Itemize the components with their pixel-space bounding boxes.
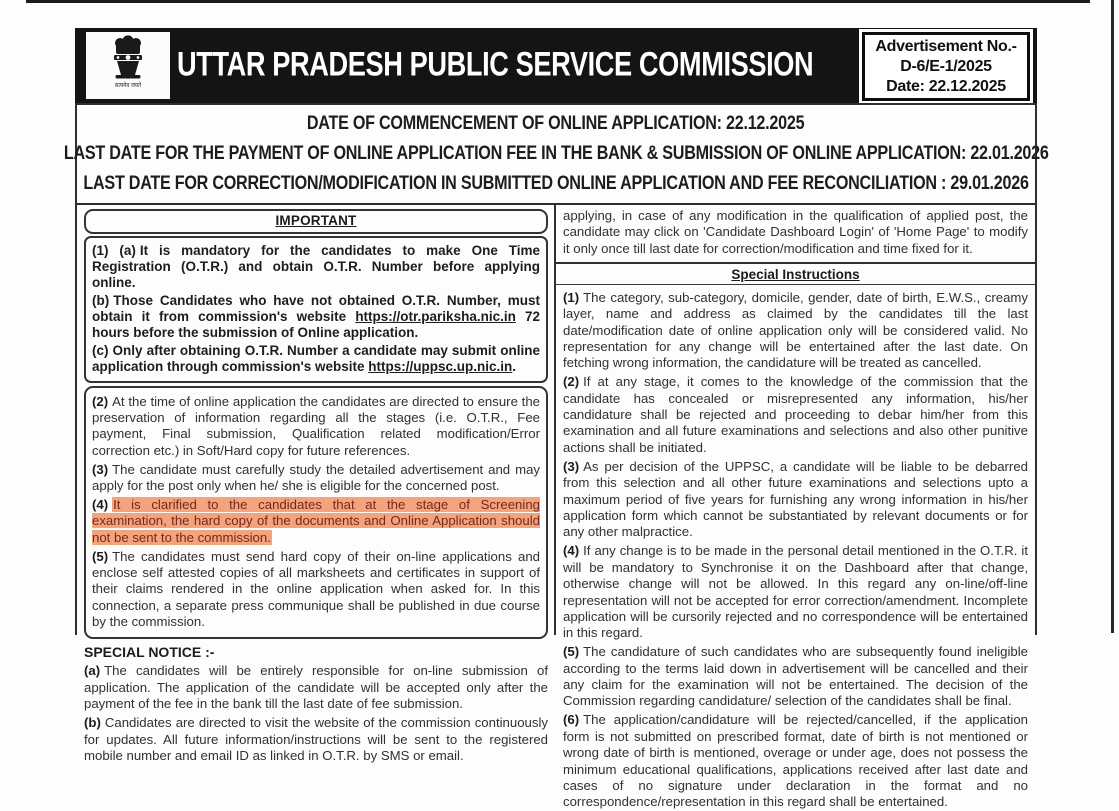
instructions-column — [556, 205, 1035, 810]
special-notice-item-b: (b) Candidates are directed to visit the website of the commission continuously for updates. All future information/instructions will be sent to the registered mobile number and email ID as linked in O.T.R. by SMS or email. — [84, 715, 548, 764]
advertisement-no-value: D-6/E-1/2025 — [900, 57, 992, 75]
special-notice-heading: SPECIAL NOTICE :- — [84, 644, 215, 661]
important-item-3: (3) The candidate must carefully study the detailed advertisement and may apply for the post only when he/ she is eligible for the concerned post. — [92, 461, 540, 494]
key-dates-section — [63, 103, 1049, 205]
special-instruction-1: (1) The category, sub-category, domicile, gender, date of birth, E.W.S., creamy layer, name and address as claimed by the candidates till the last date/modification date of online application only will be considered valid. No representation for any change will be entertained after the last date. On fetching wrong information, the candidature will be treated as cancelled. — [563, 289, 1028, 371]
document-body — [75, 203, 1037, 810]
advertisement-date: Date: 22.12.2025 — [886, 77, 1006, 95]
last-date-fee-line: LAST DATE FOR THE PAYMENT OF ONLINE APPLICATION FEE IN THE BANK & SUBMISSION OF ONLINE APPLICATION: 22.01.2026 — [63, 143, 1049, 164]
special-instructions-heading: Special Instructions — [731, 267, 860, 283]
important-item-5: (5) The candidates must send hard copy of their on-line applications and enclose self attested copies of all marksheets and certificates in support of their claims rendered in the online application when asked for. In this connection, a separate press communique shall be published in due course by the commission. — [92, 548, 540, 630]
scan-right-edge-line — [1111, 0, 1114, 633]
scan-top-edge-line — [26, 0, 1090, 3]
continued-paragraph: applying, in case of any modification in the qualification of applied post, the candidate may click on 'Candidate Dashboard Login' of 'Home Page' to modify it only once till last date for correction/modification and time fixed for it. — [563, 208, 1028, 256]
otr-instructions-box — [84, 236, 548, 383]
special-notice-section — [84, 644, 548, 764]
continued-paragraph-box — [556, 205, 1035, 264]
national-emblem-box — [86, 32, 170, 99]
otr-website-link: https://otr.pariksha.nic.in — [355, 309, 516, 324]
important-item-2: (2) At the time of online application the candidates are directed to ensure the preservation of information regarding all the stages (i.e. O.T.R., Fee payment, Final submission, Qualification related modification/Error correction etc.) in Soft/Hard copy for future references. — [92, 393, 540, 458]
special-instruction-4: (4) If any change is to be made in the personal detail mentioned in the O.T.R. it will be mandatory to Synchronise it on the Dashboard after that change, otherwise change will not be allowed. In this regard any on-line/off-line representation will not be accepted for error correction/amendment. Incomplete application will be cursorily rejected and no correspondence will be entertained in this regard. — [563, 543, 1028, 641]
advertisement-number-box — [862, 32, 1030, 101]
important-column — [77, 205, 556, 764]
advertisement-no-label: Advertisement No.- — [875, 37, 1017, 55]
highlighted-clarification-text: It is clarified to the candidates that at the stage of Screening examination, the hard copy of the documents and Online Application should not be sent to the commission. — [92, 496, 540, 545]
page-title: UTTAR PRADESH PUBLIC SERVICE COMMISSION — [177, 45, 814, 84]
important-item-1c: (c) Only after obtaining O.T.R. Number a candidate may submit online application through commission's website https://uppsc.up.nic.in. — [92, 343, 540, 374]
important-item-1a: (1) (a) It is mandatory for the candidates to make One Time Registration (O.T.R.) and obtain O.T.R. Number before applying online. — [92, 243, 540, 290]
special-instruction-5: (5) The candidature of such candidates who are subsequently found ineligible according to the terms laid down in advertisement will be cancelled and their any claim for the examination will not be entertained. The decision of the Commission regarding candidature/ selection of the candidates shall be final. — [563, 644, 1028, 709]
important-item-1b: (b) Those Candidates who have not obtained O.T.R. Number, must obtain it from commission's website https://otr.pariksha.nic.in 72 hours before the submission of Online application. — [92, 293, 540, 340]
special-instructions-list — [556, 284, 1035, 811]
last-date-correction-line: LAST DATE FOR CORRECTION/MODIFICATION IN SUBMITTED ONLINE APPLICATION AND FEE RECONCILIATION : 29.01.2026 — [83, 173, 1029, 194]
header-bar — [75, 28, 1037, 103]
important-item-4-highlighted: (4) It is clarified to the candidates that at the stage of Screening examination, the hard copy of the documents and Online Application should not be sent to the commission. — [92, 496, 540, 545]
uppsc-website-link: https://uppsc.up.nic.in — [368, 359, 513, 374]
ashoka-emblem-icon — [107, 35, 149, 83]
special-notice-item-a: (a) The candidates will be entirely responsible for on-line submission of application. The application of the candidate will be accepted only after the payment of the fee in the bank till the last date of fee submission. — [84, 663, 548, 711]
special-instruction-6: (6) The application/candidature will be rejected/cancelled, if the application form is not submitted on prescribed format, date of birth is not mentioned or wrong date of birth is mentioned, overage or under age, does not possess the minimum educational qualifications, applications received after last date and cases of no signature under declaration in the format and no correspondence/representation in this regard shall be entertained. — [563, 712, 1028, 810]
important-heading: IMPORTANT — [275, 213, 357, 228]
important-heading-box — [84, 209, 548, 234]
general-instructions-box — [84, 386, 548, 639]
emblem-motto-text: सत्यमेव जयते — [114, 83, 142, 89]
commencement-date-line: DATE OF COMMENCEMENT OF ONLINE APPLICATION: 22.12.2025 — [307, 113, 805, 134]
special-instruction-3: (3) As per decision of the UPPSC, a candidate will be liable to be debarred from this selection and all other future examinations and selections upto a maximum period of five years for furnishing any wrong information in his/her application form which cannot be substantiated by relevant documents or for any other malpractice. — [563, 458, 1028, 540]
special-instruction-2: (2) If at any stage, it comes to the knowledge of the commission that the candidate has concealed or misrepresented any information, his/her candidature shall be rejected and proceeding to debar him/her from this examination and all future examinations and selections and also other punitive actions shall be initiated. — [563, 374, 1028, 455]
